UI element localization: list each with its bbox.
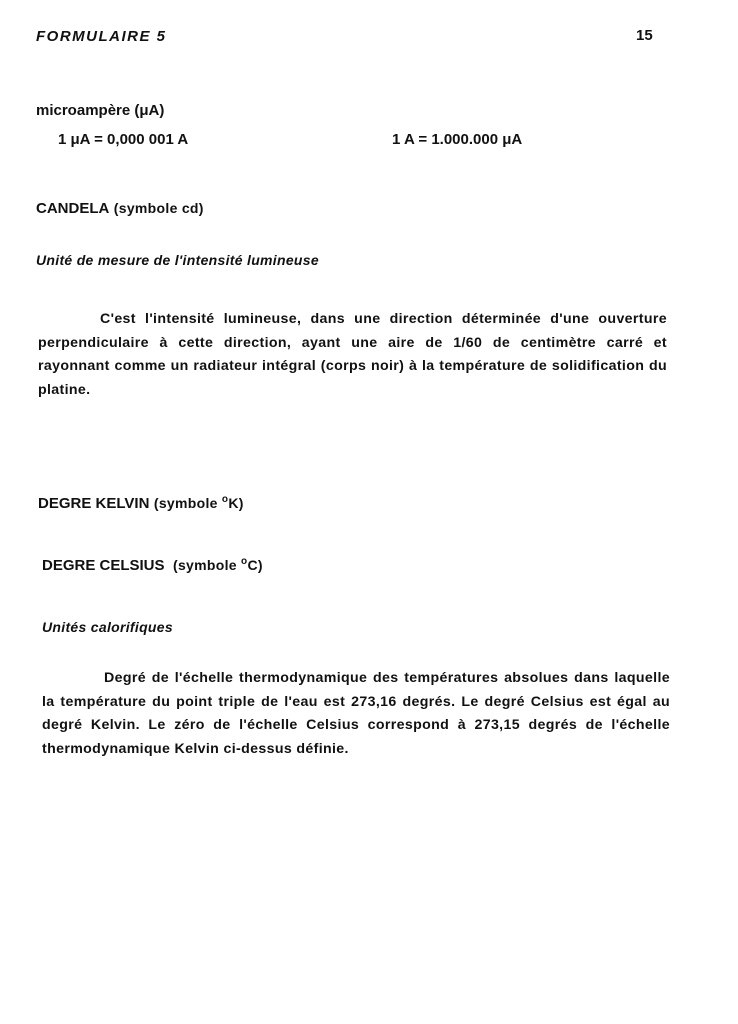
kelvin-symbol-prefix: (symbole <box>153 495 222 511</box>
kelvin-degree-sup: o <box>221 494 229 505</box>
celsius-heading-line <box>42 556 263 575</box>
microampere-heading: microampère (μA) <box>36 102 165 119</box>
celsius-symbol <box>173 557 263 573</box>
microampere-equation-2: 1 A = 1.000.000 μA <box>392 131 523 148</box>
candela-subtitle: Unité de mesure de l'intensité lumineuse <box>36 252 319 268</box>
celsius-heading: DEGRE CELSIUS <box>42 557 165 574</box>
candela-symbol: (symbole cd) <box>113 200 204 216</box>
candela-paragraph-text: C'est l'intensité lumineuse, dans une direction déterminée d'une ouverture perpendiculaire à cette direction, ayant une aire de 1/60 de centimètre carré et rayonnant comme un radiateur intégral (corps noir) à la température de solidification du platine. <box>38 311 667 398</box>
celsius-symbol-prefix: (symbole <box>172 557 242 573</box>
candela-paragraph <box>38 308 667 402</box>
running-header-title: FORMULAIRE 5 <box>36 28 167 45</box>
candela-heading: CANDELA <box>36 200 110 217</box>
celsius-paragraph-text: Degré de l'échelle thermodynamique des températures absolues dans laquelle la température du point triple de l'eau est 273,16 degrés. Le degré Celsius est égal au degré Kelvin. Le zéro de l'échelle Celsius correspond à 273,15 degrés de l'échelle thermodynamique Kelvin ci-dessus définie. <box>42 670 670 757</box>
candela-heading-line <box>36 200 204 218</box>
kelvin-symbol-suffix: K) <box>228 495 244 511</box>
microampere-equation-1: 1 μA = 0,000 001 A <box>58 131 189 148</box>
kelvin-symbol <box>154 495 244 511</box>
celsius-paragraph <box>42 667 670 761</box>
kelvin-heading-line <box>38 494 244 513</box>
page-number: 15 <box>636 27 653 44</box>
celsius-subtitle: Unités calorifiques <box>42 619 173 635</box>
celsius-symbol-suffix: C) <box>247 557 263 573</box>
celsius-degree-sup: o <box>241 556 248 567</box>
kelvin-heading: DEGRE KELVIN <box>38 495 150 512</box>
